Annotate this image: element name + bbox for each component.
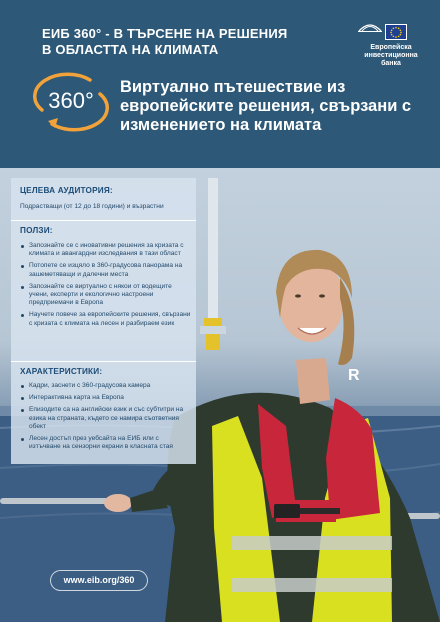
website-link[interactable]: www.eib.org/360 (50, 570, 148, 591)
page-title: Виртуално пътешествие из европейските решения, свързани с изменението на климата (120, 78, 412, 134)
icon-360-label: 360° (48, 88, 94, 113)
divider (11, 220, 196, 221)
eib-logo[interactable] (354, 22, 428, 68)
features-heading: ХАРАКТЕРИСТИКИ: (20, 367, 103, 376)
rotation-360-icon (28, 70, 114, 134)
benefits-list (20, 242, 192, 332)
list-item: Епизодите са на английски език и със субтитри на езика на страната, където се намира съответния обект (20, 406, 192, 431)
audience-text: Подрастващи (от 12 до 18 години) и възрастни (20, 203, 164, 210)
list-item: Научете повече за европейските решения, свързани с кризата с климата на лесен и разбираем език (20, 311, 192, 327)
eu-flag-icon (385, 24, 407, 40)
eib-logo-icon (358, 22, 382, 32)
list-item: Кадри, заснети с 360-градусова камера (20, 382, 192, 390)
features-list (20, 382, 192, 455)
list-item: Интерактивна карта на Европа (20, 394, 192, 402)
eib-logo-text: Европейска инвестиционна банка (364, 44, 418, 67)
list-item: Лесен достъп през уебсайта на ЕИБ или с изтъчване на сензорни екрани в класната стая (20, 435, 192, 451)
vest-logo: R (348, 367, 360, 384)
list-item: Потопете се изцяло в 360-градусова панорама на зашеметяващи и далечни места (20, 262, 192, 278)
benefits-heading: ПОЛЗИ: (20, 226, 53, 235)
divider (11, 361, 196, 362)
audience-heading: ЦЕЛЕВА АУДИТОРИЯ: (20, 186, 113, 195)
program-title: ЕИБ 360° - В ТЪРСЕНЕ НА РЕШЕНИЯ В ОБЛАСТТА НА КЛИМАТА (42, 26, 288, 57)
wind-turbine-tower (208, 178, 218, 328)
list-item: Запознайте се с иновативни решения за кризата с климата и авангардни изследвания в тази област (20, 242, 192, 258)
list-item: Запознайте се виртуално с някои от водещите учени, експерти и екологично настроени предприемачи в Европа (20, 283, 192, 308)
